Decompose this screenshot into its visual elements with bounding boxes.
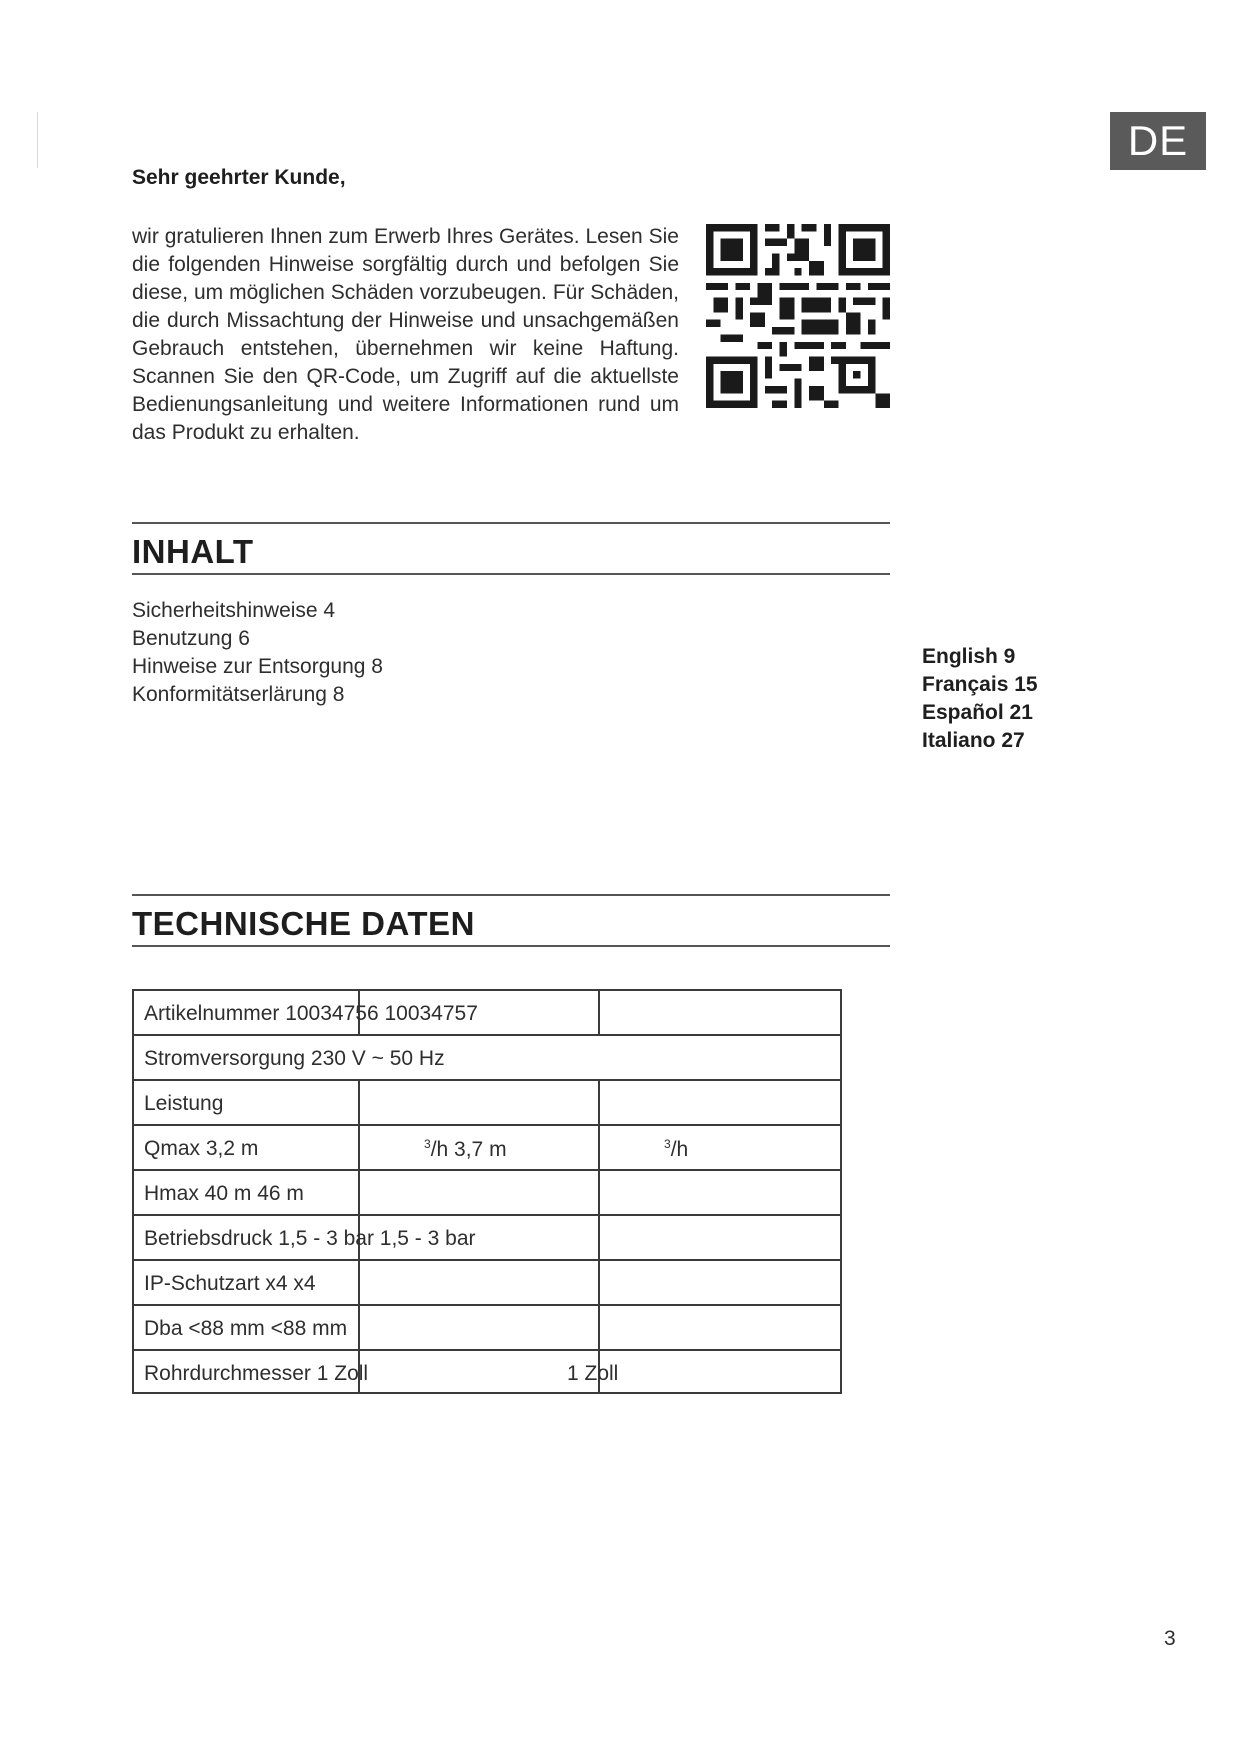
technical-data-table: [132, 989, 842, 1394]
contents-title: INHALT: [132, 533, 254, 570]
table-cell: Stromversorgung 230 V ~ 50 Hz: [144, 1047, 445, 1070]
table-cell: Betriebsdruck 1,5 - 3 bar 1,5 - 3 bar: [144, 1227, 476, 1250]
table-cell-text: /h: [670, 1138, 689, 1161]
table-row: [134, 1171, 840, 1216]
contents-item: Sicherheitshinweise 4: [132, 599, 336, 622]
table-cell: [424, 1137, 507, 1162]
table-row: [134, 1081, 840, 1126]
table-row: [134, 1261, 840, 1306]
table-cell: [664, 1137, 688, 1162]
salutation: Sehr geehrter Kunde,: [132, 166, 346, 189]
other-languages-list: [922, 643, 1038, 755]
table-cell: Qmax 3,2 m: [144, 1137, 259, 1160]
table-cell: Dba <88 mm <88 mm: [144, 1317, 348, 1340]
contents-item: Konformitätserlärung 8: [132, 683, 345, 706]
table-row: [134, 1306, 840, 1351]
superscript: 3: [664, 1137, 671, 1151]
table-row: [134, 1126, 840, 1171]
table-cell: Hmax 40 m 46 m: [144, 1182, 304, 1205]
table-cell: Artikelnummer 10034756 10034757: [144, 1002, 478, 1025]
table-cell: Rohrdurchmesser 1 Zoll: [144, 1362, 369, 1385]
contents-item: Benutzung 6: [132, 627, 250, 650]
table-cell: Leistung: [144, 1092, 224, 1115]
technical-data-rule-top: [132, 894, 890, 896]
contents-rule-bottom: [132, 573, 890, 575]
table-row: [134, 991, 840, 1036]
table-cell-text: /h 3,7 m: [430, 1138, 507, 1161]
table-cell: IP-Schutzart x4 x4: [144, 1272, 316, 1295]
contents-item: Hinweise zur Entsorgung 8: [132, 655, 383, 678]
language-entry-english: English 9: [922, 645, 1016, 668]
language-entry-french: Français 15: [922, 673, 1038, 696]
page-number: 3: [1164, 1627, 1176, 1650]
technical-data-rule-bottom: [132, 945, 890, 947]
language-entry-italian: Italiano 27: [922, 729, 1025, 752]
language-tab: DE: [1110, 112, 1206, 170]
contents-list: [132, 597, 383, 709]
margin-line: [37, 112, 38, 168]
contents-rule-top: [132, 522, 890, 524]
table-row: [134, 1351, 840, 1396]
qr-code: [706, 224, 890, 408]
technical-data-title: TECHNISCHE DATEN: [132, 905, 475, 942]
language-entry-spanish: Español 21: [922, 701, 1033, 724]
table-row: [134, 1036, 840, 1081]
table-row: [134, 1216, 840, 1261]
superscript: 3: [424, 1137, 431, 1151]
table-cell: 1 Zoll: [567, 1362, 619, 1385]
intro-paragraph: wir gratulieren Ihnen zum Erwerb Ihres Gerätes. Lesen Sie die folgenden Hinweise sorgfältig durch und befolgen Sie diese, um möglichen Schäden vorzubeugen. Für Schäden, die durch Missachtung der Hinweise und unsachgemäßen Gebrauch entstehen, übernehmen wir keine Haftung. Scannen Sie den QR-Code, um Zugriff auf die aktuellste Bedienungsanleitung und weitere Informationen rund um das Produkt zu erhalten.: [132, 225, 679, 444]
